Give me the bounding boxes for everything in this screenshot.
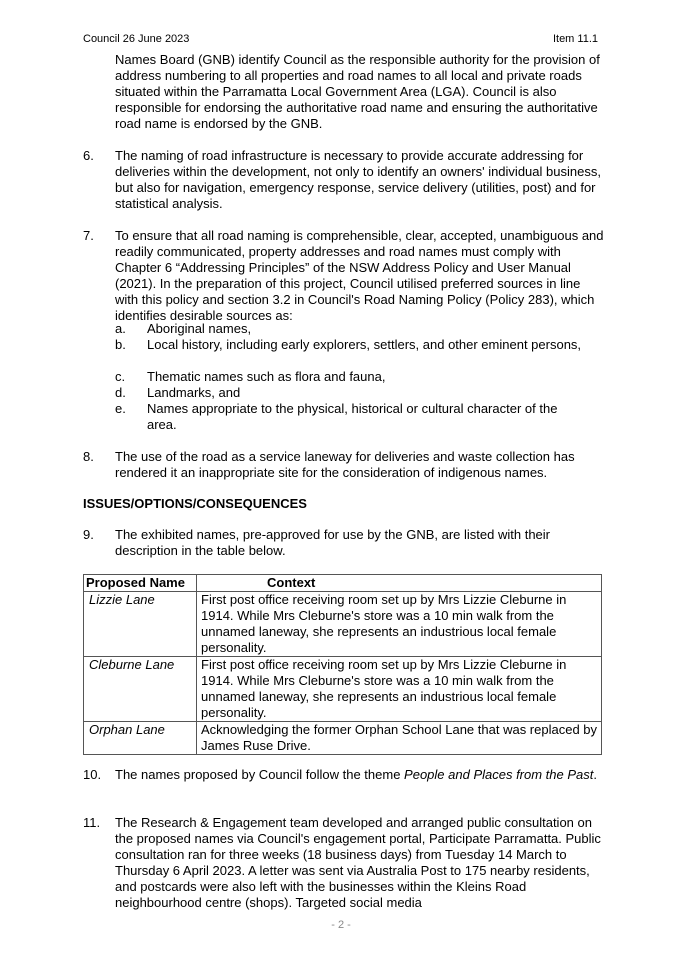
item-10-number: 10. xyxy=(83,767,102,782)
item-7-number: 7. xyxy=(83,228,94,243)
item-10-text-plain: The names proposed by Council follow the theme xyxy=(115,767,405,782)
header-item-number: Item 11.1 xyxy=(552,33,598,45)
source-a-text: Aboriginal names, xyxy=(147,321,252,336)
item-9-number: 9. xyxy=(83,527,94,542)
row-1-name: Lizzie Lane xyxy=(84,592,197,657)
row-1-context: First post office receiving room set up by Mrs Lizzie Cleburne in 1914. While Mrs Cleburne's store was a 10 min walk from the unnamed laneway, she represents an industrious local female personality. xyxy=(197,592,602,657)
item-11-text: The Research & Engagement team developed and arranged public consultation on the proposed names via Council's engagement portal, Participate Parramatta. Public consultation ran for three weeks (18 business days) from Tuesday 14 March to Thursday 6 April 2023. A letter was sent via Australia Post to 175 nearby residents, and postcards were also left with the businesses within the Kleins Road neighbourhood centre (shops). Targeted social media xyxy=(115,815,601,910)
table-header-row xyxy=(84,575,602,592)
source-d-text: Landmarks, and xyxy=(147,385,241,400)
item-11-number: 11. xyxy=(83,815,101,830)
table-header-name: Proposed Name xyxy=(84,575,197,592)
page-number: - 2 - xyxy=(331,919,351,931)
source-d-letter: d. xyxy=(115,385,126,400)
row-2-context: First post office receiving room set up by Mrs Lizzie Cleburne in 1914. While Mrs Cleburne's store was a 10 min walk from the unnamed laneway, she represents an industrious local female personality. xyxy=(197,657,602,722)
item-10-theme: People and Places from the Past xyxy=(404,767,594,782)
item-10-text xyxy=(115,767,605,783)
item-10-text-end: . xyxy=(593,767,598,782)
source-e-text: Names appropriate to the physical, historical or cultural character of the area. xyxy=(147,401,558,432)
item-9-text: The exhibited names, pre-approved for use by the GNB, are listed with their description in the table below. xyxy=(115,527,550,558)
row-3-context: Acknowledging the former Orphan School Lane that was replaced by James Ruse Drive. xyxy=(197,722,602,755)
source-a-letter: a. xyxy=(115,321,126,336)
source-c-text: Thematic names such as flora and fauna, xyxy=(147,369,386,384)
intro-paragraph: Names Board (GNB) identify Council as the responsible authority for the provision of address numbering to all properties and road names to all local and private roads situated within the Parramatta Local Government Area (LGA). Council is also responsible for endorsing the authoritative road name and ensuring the authoritative road name is endorsed by the GNB. xyxy=(115,52,600,131)
table-row xyxy=(84,592,602,657)
item-6-number: 6. xyxy=(83,148,94,163)
header-meeting-date: Council 26 June 2023 xyxy=(83,33,190,45)
item-8-number: 8. xyxy=(83,449,94,464)
row-2-name: Cleburne Lane xyxy=(84,657,197,722)
row-3-name: Orphan Lane xyxy=(84,722,197,755)
source-b-text: Local history, including early explorers, settlers, and other eminent persons, xyxy=(147,337,582,352)
source-b-letter: b. xyxy=(115,337,126,352)
source-c-letter: c. xyxy=(115,369,126,384)
item-8-text: The use of the road as a service laneway for deliveries and waste collection has rendered it an inappropriate site for the consideration of indigenous names. xyxy=(115,449,575,480)
source-e-letter: e. xyxy=(115,401,126,416)
table-header-context: Context xyxy=(197,575,602,592)
table-row xyxy=(84,657,602,722)
proposed-names-table xyxy=(83,574,602,755)
section-heading: ISSUES/OPTIONS/CONSEQUENCES xyxy=(83,496,307,511)
table-row xyxy=(84,722,602,755)
item-7-text: To ensure that all road naming is comprehensible, clear, accepted, unambiguous and readily communicated, property addresses and road names must comply with Chapter 6 “Addressing Principles” of the NSW Address Policy and User Manual (2021). In the preparation of this project, Council utilised preferred sources in line with this policy and section 3.2 in Council's Road Naming Policy (Policy 283), which identifies desirable sources as: xyxy=(115,228,604,323)
item-6-text: The naming of road infrastructure is necessary to provide accurate addressing for deliveries within the development, not only to identify an owners' individual business, but also for navigation, emergency response, service delivery (utilities, post) and for statistical analysis. xyxy=(115,148,601,211)
